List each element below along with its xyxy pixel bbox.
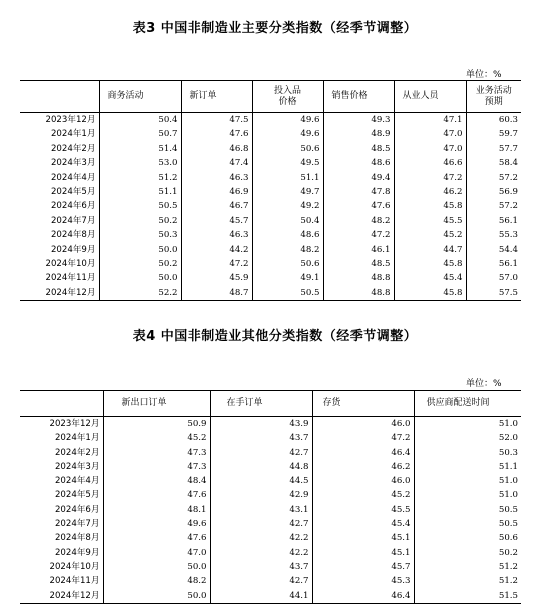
table4-row <box>20 560 521 574</box>
table4-row-label: 2024年3月 <box>54 461 100 472</box>
table3-cell: 48.2 <box>323 214 394 228</box>
table3-cell: 56.1 <box>466 257 521 271</box>
table3-cell: 51.1 <box>252 171 323 185</box>
table3-cell: 47.6 <box>181 127 252 141</box>
table3-row <box>20 199 521 213</box>
table4-cell: 48.2 <box>103 574 210 588</box>
table3 <box>20 80 521 301</box>
table4-header-export-orders: 新出口订单 <box>103 391 210 417</box>
table3-cell: 44.7 <box>394 243 466 257</box>
table4-row <box>20 589 521 604</box>
table3-row <box>20 113 521 128</box>
table4-cell: 43.7 <box>210 431 312 445</box>
table4-header-corner <box>20 391 103 417</box>
table3-cell: 57.0 <box>466 271 521 285</box>
table3-cell: 57.7 <box>466 142 521 156</box>
table3-row <box>20 171 521 185</box>
table4-cell: 46.0 <box>312 474 414 488</box>
table4-cell: 51.1 <box>414 460 521 474</box>
table3-row-label: 2024年4月 <box>50 172 96 183</box>
table3-cell: 50.7 <box>99 127 181 141</box>
table3-cell: 51.1 <box>99 185 181 199</box>
table4-row <box>20 460 521 474</box>
table4-row-label: 2024年2月 <box>54 447 100 458</box>
table3-row-label: 2024年2月 <box>50 143 96 154</box>
table4-cell: 51.0 <box>414 417 521 432</box>
table4-cell: 47.3 <box>103 446 210 460</box>
table4-cell: 50.0 <box>103 589 210 604</box>
table4-unit: 单位：% <box>466 379 502 389</box>
table3-cell: 48.8 <box>323 286 394 301</box>
table4-header-row <box>20 391 521 417</box>
table3-cell: 50.4 <box>252 214 323 228</box>
table4-cell: 47.0 <box>103 546 210 560</box>
table3-cell: 46.6 <box>394 156 466 170</box>
table3-cell: 46.9 <box>181 185 252 199</box>
table3-cell: 45.8 <box>394 257 466 271</box>
table4 <box>20 390 521 604</box>
table3-unit: 单位：% <box>466 70 502 80</box>
table4-cell: 50.0 <box>103 560 210 574</box>
table3-cell: 45.7 <box>181 214 252 228</box>
table3-cell: 46.3 <box>181 171 252 185</box>
table3-cell: 47.2 <box>181 257 252 271</box>
table3-cell: 52.2 <box>99 286 181 301</box>
table3-row-label: 2024年10月 <box>45 259 96 270</box>
table3-cell: 50.6 <box>252 142 323 156</box>
table3-title: 表3 中国非制造业主要分类指数（经季节调整） <box>132 21 418 36</box>
table3-cell: 47.2 <box>394 171 466 185</box>
table4-row-label: 2024年4月 <box>54 476 100 487</box>
table4-cell: 48.1 <box>103 503 210 517</box>
table3-header-expectations: 业务活动 预期 <box>466 81 521 113</box>
table4-title: 表4 中国非制造业其他分类指数（经季节调整） <box>132 329 418 344</box>
table3-cell: 49.1 <box>252 271 323 285</box>
table4-row <box>20 574 521 588</box>
table3-cell: 49.3 <box>323 113 394 128</box>
table4-cell: 50.6 <box>414 531 521 545</box>
table3-cell: 59.7 <box>466 127 521 141</box>
table3-cell: 54.4 <box>466 243 521 257</box>
table3-cell: 47.2 <box>323 228 394 242</box>
table3-cell: 49.5 <box>252 156 323 170</box>
table3-cell: 46.8 <box>181 142 252 156</box>
table3-cell: 47.0 <box>394 127 466 141</box>
table4-row <box>20 517 521 531</box>
table4-cell: 50.5 <box>414 517 521 531</box>
table4-cell: 45.2 <box>103 431 210 445</box>
table3-cell: 46.2 <box>394 185 466 199</box>
table3-cell: 45.9 <box>181 271 252 285</box>
table3-row-label: 2023年12月 <box>45 115 96 125</box>
table3-cell: 55.3 <box>466 228 521 242</box>
table3-cell: 50.3 <box>99 228 181 242</box>
table3-header-new-orders: 新订单 <box>181 81 252 113</box>
table3-cell: 45.2 <box>394 228 466 242</box>
table4-cell: 45.3 <box>312 574 414 588</box>
table3-cell: 56.1 <box>466 214 521 228</box>
table3-cell: 49.7 <box>252 185 323 199</box>
table4-row <box>20 531 521 545</box>
table3-row <box>20 214 521 228</box>
table3-cell: 45.8 <box>394 199 466 213</box>
table3-cell: 48.5 <box>323 257 394 271</box>
table3-cell: 53.0 <box>99 156 181 170</box>
table3-cell: 49.6 <box>252 127 323 141</box>
table4-cell: 42.7 <box>210 517 312 531</box>
table3-header-business: 商务活动 <box>99 81 181 113</box>
table4-cell: 45.4 <box>312 517 414 531</box>
table4-cell: 46.4 <box>312 589 414 604</box>
table4-cell: 43.7 <box>210 560 312 574</box>
table3-cell: 48.7 <box>181 286 252 301</box>
table3-cell: 46.3 <box>181 228 252 242</box>
table4-cell: 42.2 <box>210 546 312 560</box>
table4-row-label: 2024年11月 <box>49 576 100 587</box>
table4-row <box>20 546 521 560</box>
table3-cell: 47.8 <box>323 185 394 199</box>
table3-row-label: 2024年6月 <box>50 201 96 212</box>
table3-cell: 47.0 <box>394 142 466 156</box>
table3-row <box>20 286 521 301</box>
table3-row-label: 2024年1月 <box>50 129 96 140</box>
table4-cell: 45.1 <box>312 546 414 560</box>
table3-cell: 50.4 <box>99 113 181 128</box>
table3-row-label: 2024年5月 <box>50 187 96 198</box>
table4-cell: 51.0 <box>414 474 521 488</box>
table4-cell: 45.5 <box>312 503 414 517</box>
table3-row <box>20 185 521 199</box>
table4-cell: 47.6 <box>103 531 210 545</box>
table4-cell: 43.9 <box>210 417 312 432</box>
table4-row <box>20 503 521 517</box>
table4-header-backlog-orders: 在手订单 <box>210 391 312 417</box>
table4-row-label: 2024年1月 <box>54 433 100 444</box>
table4-row <box>20 446 521 460</box>
table3-cell: 45.4 <box>394 271 466 285</box>
table4-cell: 48.4 <box>103 474 210 488</box>
table3-header-row <box>20 81 521 113</box>
table3-cell: 45.8 <box>394 286 466 301</box>
table4-cell: 45.1 <box>312 531 414 545</box>
table3-cell: 60.3 <box>466 113 521 128</box>
table4-cell: 42.2 <box>210 531 312 545</box>
table3-cell: 48.2 <box>252 243 323 257</box>
table4-cell: 52.0 <box>414 431 521 445</box>
table4-cell: 46.0 <box>312 417 414 432</box>
table3-cell: 57.2 <box>466 171 521 185</box>
table3-cell: 48.5 <box>323 142 394 156</box>
table4-cell: 51.2 <box>414 560 521 574</box>
table3-cell: 57.2 <box>466 199 521 213</box>
table3-cell: 47.5 <box>181 113 252 128</box>
table3-header-employment: 从业人员 <box>394 81 466 113</box>
table4-cell: 51.2 <box>414 574 521 588</box>
table4-cell: 50.2 <box>414 546 521 560</box>
table4-cell: 51.5 <box>414 589 521 604</box>
table3-cell: 47.6 <box>323 199 394 213</box>
table3-row-label: 2024年9月 <box>50 244 96 255</box>
table4-cell: 42.7 <box>210 446 312 460</box>
table4-cell: 46.2 <box>312 460 414 474</box>
table3-cell: 47.1 <box>394 113 466 128</box>
table3-row-label: 2024年8月 <box>50 230 96 241</box>
table3-cell: 49.2 <box>252 199 323 213</box>
table3-cell: 51.4 <box>99 142 181 156</box>
table4-cell: 44.5 <box>210 474 312 488</box>
table3-cell: 50.6 <box>252 257 323 271</box>
table3-row <box>20 257 521 271</box>
table3-cell: 50.5 <box>99 199 181 213</box>
table3-cell: 58.4 <box>466 156 521 170</box>
table3-row <box>20 156 521 170</box>
table3-cell: 50.5 <box>252 286 323 301</box>
table3-cell: 50.2 <box>99 257 181 271</box>
table3-cell: 47.4 <box>181 156 252 170</box>
table4-row-label: 2024年9月 <box>54 547 100 558</box>
table4-cell: 47.6 <box>103 488 210 502</box>
table3-cell: 51.2 <box>99 171 181 185</box>
table3-row-label: 2024年7月 <box>50 215 96 226</box>
table3-cell: 48.8 <box>323 271 394 285</box>
table4-row-label: 2024年6月 <box>54 504 100 515</box>
table3-row <box>20 127 521 141</box>
table4-row-label: 2023年12月 <box>49 419 100 429</box>
table3-cell: 46.7 <box>181 199 252 213</box>
table4-row-label: 2024年10月 <box>49 561 100 572</box>
table3-cell: 49.6 <box>252 113 323 128</box>
table3-cell: 50.2 <box>99 214 181 228</box>
table4-cell: 47.2 <box>312 431 414 445</box>
table4-row-label: 2024年7月 <box>54 519 100 530</box>
table4-cell: 50.5 <box>414 503 521 517</box>
table4-cell: 50.9 <box>103 417 210 432</box>
table3-cell: 50.0 <box>99 243 181 257</box>
table4-row-label: 2024年8月 <box>54 533 100 544</box>
table3-cell: 56.9 <box>466 185 521 199</box>
table3-cell: 46.1 <box>323 243 394 257</box>
table4-row <box>20 474 521 488</box>
table4-cell: 47.3 <box>103 460 210 474</box>
table4-row <box>20 431 521 445</box>
table3-cell: 50.0 <box>99 271 181 285</box>
table4-cell: 46.4 <box>312 446 414 460</box>
table3-header-corner <box>20 81 99 113</box>
table3-row <box>20 271 521 285</box>
table4-cell: 42.7 <box>210 574 312 588</box>
table4-cell: 45.2 <box>312 488 414 502</box>
table3-row <box>20 228 521 242</box>
table4-cell: 45.7 <box>312 560 414 574</box>
table3-row-label: 2024年12月 <box>20 286 99 301</box>
table4-row-label: 2024年12月 <box>20 589 103 604</box>
table4-cell: 49.6 <box>103 517 210 531</box>
table3-row-label: 2024年3月 <box>50 158 96 169</box>
table3-cell: 45.5 <box>394 214 466 228</box>
table4-row <box>20 417 521 432</box>
table4-cell: 44.1 <box>210 589 312 604</box>
table3-cell: 48.6 <box>323 156 394 170</box>
table3-cell: 49.4 <box>323 171 394 185</box>
table4-row-label: 2024年5月 <box>54 490 100 501</box>
table4-cell: 44.8 <box>210 460 312 474</box>
table3-row <box>20 243 521 257</box>
table4-cell: 42.9 <box>210 488 312 502</box>
table3-header-sales-prices: 销售价格 <box>323 81 394 113</box>
table4-header-delivery-time: 供应商配送时间 <box>414 391 521 417</box>
table4-cell: 51.0 <box>414 488 521 502</box>
table3-cell: 44.2 <box>181 243 252 257</box>
table4-cell: 43.1 <box>210 503 312 517</box>
table3-cell: 48.6 <box>252 228 323 242</box>
table3-cell: 48.9 <box>323 127 394 141</box>
table3-row <box>20 142 521 156</box>
table3-header-input-prices: 投入品 价格 <box>252 81 323 113</box>
table3-row-label: 2024年11月 <box>45 273 96 284</box>
table4-cell: 50.3 <box>414 446 521 460</box>
table4-header-inventory: 存货 <box>312 391 414 417</box>
table3-cell: 57.5 <box>466 286 521 301</box>
table4-row <box>20 488 521 502</box>
